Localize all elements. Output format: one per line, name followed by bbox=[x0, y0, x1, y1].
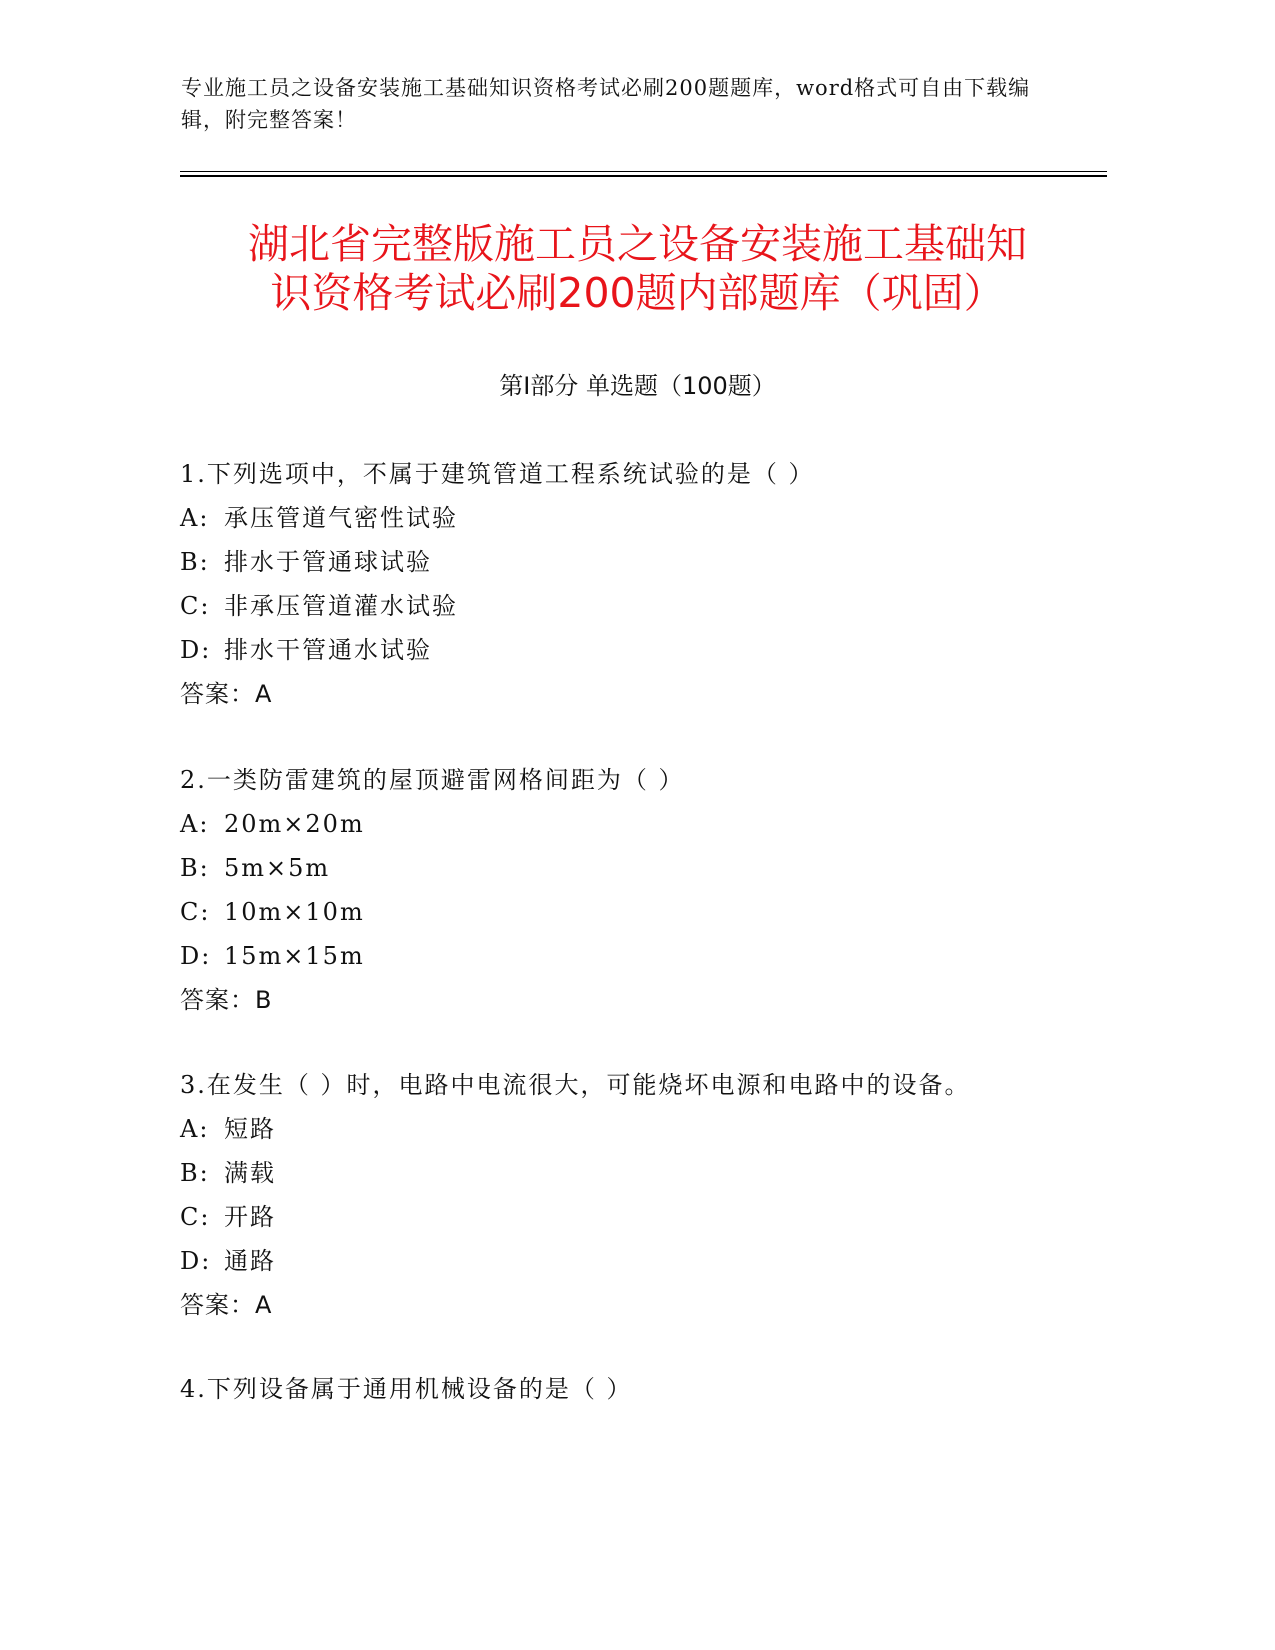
answer-prefix: 答案： bbox=[180, 1291, 255, 1319]
header-divider-thin bbox=[180, 171, 1107, 172]
answer-line bbox=[180, 1283, 1110, 1327]
answer-value: B bbox=[255, 986, 273, 1014]
answer-line bbox=[180, 672, 1110, 716]
option-text: 15m×15m bbox=[224, 942, 365, 970]
question-1 bbox=[180, 452, 1110, 716]
option-text: 承压管道气密性试验 bbox=[224, 504, 458, 532]
option-label: D: bbox=[180, 636, 212, 664]
option-text: 10m×10m bbox=[224, 898, 365, 926]
option-label: D: bbox=[180, 1247, 212, 1275]
option-text: 短路 bbox=[224, 1115, 276, 1143]
option-d bbox=[180, 934, 1110, 978]
document-title bbox=[180, 220, 1095, 318]
option-a bbox=[180, 802, 1110, 846]
option-label: C: bbox=[180, 1203, 211, 1231]
option-d bbox=[180, 628, 1110, 672]
question-stem: 3.在发生（ ）时，电路中电流很大，可能烧坏电源和电路中的设备。 bbox=[180, 1071, 971, 1099]
question-stem: 1.下列选项中，不属于建筑管道工程系统试验的是（ ） bbox=[180, 460, 815, 488]
section-title: 第Ⅰ部分 单选题（100题） bbox=[499, 372, 776, 400]
header-note: 专业施工员之设备安装施工基础知识资格考试必刷200题题库，word格式可自由下载编辑，附完整答案！ bbox=[181, 76, 1031, 132]
option-text: 排水于管通球试验 bbox=[224, 548, 432, 576]
option-b bbox=[180, 540, 1110, 584]
question-3 bbox=[180, 1063, 1110, 1327]
question-2 bbox=[180, 758, 1110, 1022]
answer-prefix: 答案： bbox=[180, 986, 255, 1014]
option-c bbox=[180, 890, 1110, 934]
option-b bbox=[180, 1151, 1110, 1195]
option-text: 开路 bbox=[224, 1203, 276, 1231]
option-c bbox=[180, 1195, 1110, 1239]
option-label: B: bbox=[180, 854, 210, 882]
option-label: D: bbox=[180, 942, 212, 970]
option-text: 20m×20m bbox=[224, 810, 365, 838]
question-4 bbox=[180, 1367, 1110, 1411]
document-title-line-1: 湖北省完整版施工员之设备安装施工基础知 bbox=[248, 220, 1027, 268]
option-label: B: bbox=[180, 1159, 210, 1187]
option-c bbox=[180, 584, 1110, 628]
option-text: 5m×5m bbox=[224, 854, 331, 882]
option-a bbox=[180, 496, 1110, 540]
question-stem: 2.一类防雷建筑的屋顶避雷网格间距为（ ） bbox=[180, 766, 685, 794]
option-label: A: bbox=[180, 810, 210, 838]
header-divider-thick bbox=[180, 175, 1107, 177]
answer-prefix: 答案： bbox=[180, 680, 255, 708]
option-text: 排水干管通水试验 bbox=[224, 636, 432, 664]
option-a bbox=[180, 1107, 1110, 1151]
option-label: A: bbox=[180, 504, 210, 532]
answer-value: A bbox=[255, 1291, 273, 1319]
option-text: 通路 bbox=[224, 1247, 276, 1275]
option-b bbox=[180, 846, 1110, 890]
answer-value: A bbox=[255, 680, 273, 708]
document-title-line-2: 识资格考试必刷200题内部题库（巩固） bbox=[270, 269, 1005, 317]
option-label: C: bbox=[180, 592, 211, 620]
option-label: C: bbox=[180, 898, 211, 926]
answer-line bbox=[180, 978, 1110, 1022]
option-d bbox=[180, 1239, 1110, 1283]
option-text: 非承压管道灌水试验 bbox=[224, 592, 458, 620]
option-text: 满载 bbox=[224, 1159, 276, 1187]
question-stem: 4.下列设备属于通用机械设备的是（ ） bbox=[180, 1375, 633, 1403]
option-label: B: bbox=[180, 548, 210, 576]
option-label: A: bbox=[180, 1115, 210, 1143]
